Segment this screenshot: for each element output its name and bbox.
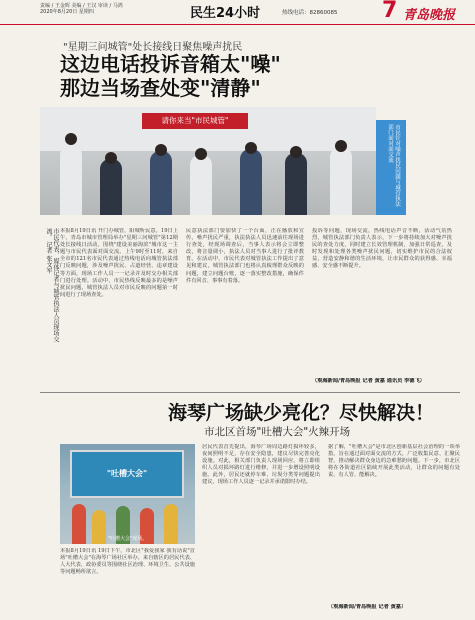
story1-vertical-caption: 市民代表、媒体记者与城管执法人员现场交流。 记者 张文军 [45,228,59,342]
person-head [245,142,257,154]
story1-column-3: 投诉等问题，现场交流，热线电话声音不断，活动气氛热烈，城管执法部门负责人表示，下一步将持续加大对噪声扰民的查处力度，同时建立长效管理机制，加强日常巡查，及时发现和处理各类噪声扰民问题，切实维护市民的合法权益，营造安静和谐的生活环境，让市民群众的获得感、幸福感、安全感不断提升。 [312,228,452,270]
person-figure [190,155,212,215]
person-figure [60,145,82,215]
story1-kicker: "星期三问城管"处长接线日聚焦噪声扰民 [63,42,243,53]
person-head [65,133,77,145]
newspaper-logo: 青岛晚报 [403,8,456,23]
story2-headline: 海琴广场缺少亮化？尽快解决！ [168,402,435,424]
person-figure [330,147,352,215]
person-head [290,146,302,158]
date-line: 2020年8月20日 星期四 [40,9,94,15]
section-title: 民生24小时 [190,6,261,21]
person-head [105,152,117,164]
person-figure [100,159,122,215]
person-head [155,144,167,156]
story1-signature: （观海新闻/青岛晚报 记者 黄嘉 通讯员 李德飞） [312,378,425,384]
person-figure [150,151,172,215]
story1-column-2: 民意执法部门要加快了一个台面，正在播放和宣传，噪声扰民严重，执法执法人员迅速前往现场进行查处，经现场调查后，当事人表示将会立即整改，将音量调小，执法人员对当事人进行了批评教育。在活动中，市民代表对城管执法工作提出了意见和建议，城管执法部门也将认真梳理群众反映的问题，建立问题台账，逐一落实整改措施，确保件件有回音、事事有着落。 [186,228,304,284]
hotline: 热线电话：82860085 [282,10,338,16]
story1-column-1: 本报8月19日讯 开门办城管，阳城听民意。19日上午，青岛市城市管理局举办"星期三问城管"第12期处长接线日活动，围绕"建设美丽海滨"城市这一主题与市民代表面对面交流。上午9时至11时，来自全市的121名市民代表通过热线电话向城管执法部门反映问题，涉及噪声扰民、占道经营、违章建设等方面，现场工作人员一一记录并及时交办相关部门进行处理。活动中，市民热线反映最多的是噪声扰民问题，城管执法人员对市民反映的问题第一时间进行了现场查处。 [60,228,178,298]
photo-board: "吐槽大会" [70,450,184,498]
editor-line: 责编 / 王金晖 美编 / 王汉 审读 / 马鸿 [40,3,123,9]
story2-column-2: 居民代表首先提出，海琴广场周边路灯损坏较多，夜间照明不足，存在安全隐患，建议尽快完善亮化设施。对此，相关部门负责人现场回应，将立即组织人员对损坏路灯进行维修，并进一步增设照明设施。此外，居民还就停车难、垃圾分类等问题提出建议，现场工作人员逐一记录并承诺限时办结。 [202,444,320,486]
story1-headline-line1: 这边电话投诉音箱太"噪" [60,52,281,76]
masthead [0,0,475,25]
story2-signature: （观海新闻/青岛晚报 记者 黄嘉） [328,604,407,610]
story2-column-1: 本报8月19日讯 19日下午，市北区"我爱我家 我有话说"首场"吐槽大会"在海琴广场社区举办。来自辖区的居民代表、人大代表、政协委员等围绕社区治理、环境卫生、公共设施等问题畅所欲言。 [60,548,195,576]
story1-photo [40,107,376,215]
page-number: 7 [382,0,398,23]
person-figure [240,149,262,215]
person-figure [285,153,307,215]
story1-headline [60,52,420,100]
story2-photo-caption: "吐槽大会"现场。 [107,536,148,542]
person-head [195,148,207,160]
story-divider [40,392,460,393]
photo-banner: 请你来当"市民城管" [142,113,248,129]
story2-deck: 市北区首场"吐槽大会"火辣开场 [204,426,351,438]
story2-photo [60,444,195,544]
story1-headline-line2: 那边当场查处变"清静" [60,76,261,100]
editor-credits [40,3,123,15]
person-head [335,140,347,152]
story1-sidebar-caption: 市民针对噪声扰民问题与城管执法部门面对面交流 [376,120,406,215]
story2-column-3: 据了解，"吐槽大会"是市北区创新基层社会治理的一项举措，旨在通过面对面交流的方式，广泛收集民意、汇聚民智，推动解决群众身边的急难愁盼问题。下一步，市北区将在各街道社区陆续开展此类活动，让群众的问题有处说、有人管、能解决。 [328,444,460,479]
